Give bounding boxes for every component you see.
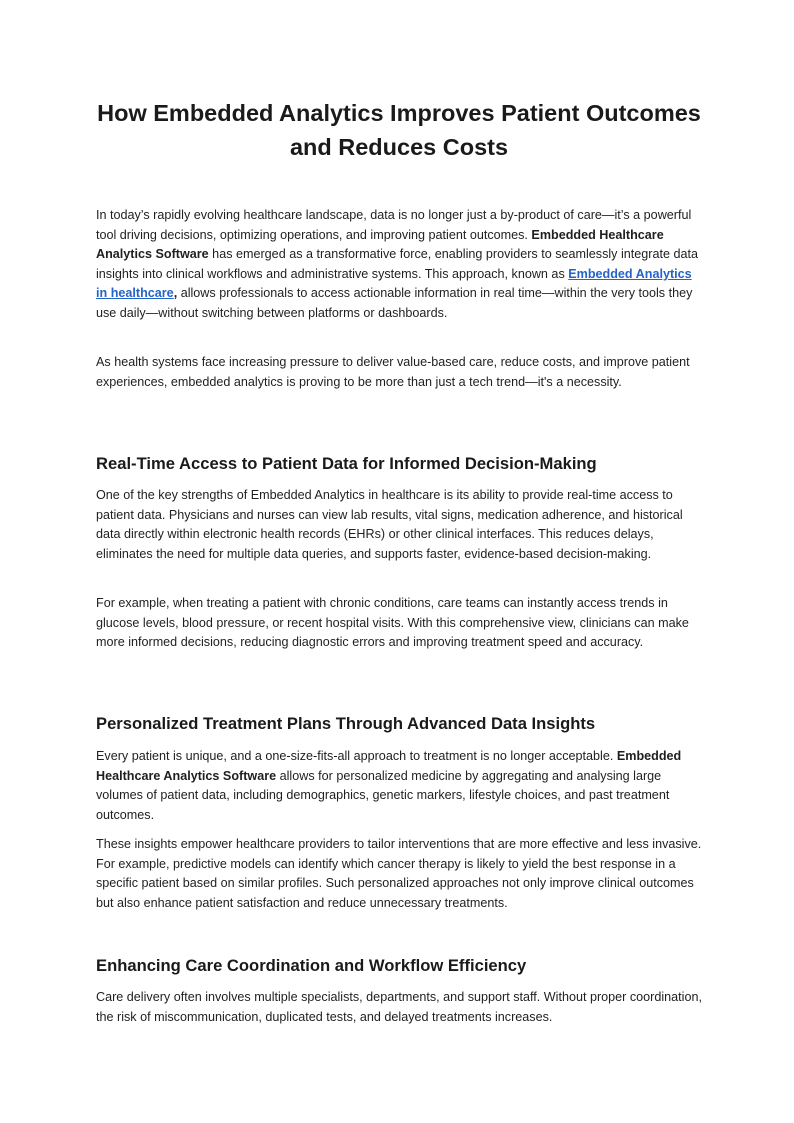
bold-term: Embedded Healthcare Analytics Software: [96, 227, 664, 262]
intro-paragraph-1: In today’s rapidly evolving healthcare landscape, data is no longer just a by-product of care—it’s a powerful tool driving decisions, optimizing operations, and improving patient outcomes. Embedded Healthcare Analytics Software has emerged as a transformative force, enabling providers to seamlessly integrate data insights into clinical workflows and administrative systems. This approach, known as Embedded Analytics in healthcare, allows professionals to access actionable information in real time—within the very tools they use daily—without switching between platforms or dashboards.: [96, 208, 698, 320]
section-realtime-paragraph-2: For example, when treating a patient with chronic conditions, care teams can instantly access trends in glucose levels, blood pressure, or recent hospital visits. With this comprehensive view, clinicians can make more informed decisions, reducing diagnostic errors and improving treatment speed and accuracy.: [96, 596, 689, 650]
embedded-analytics-link[interactable]: Embedded Analytics in healthcare: [96, 266, 692, 301]
section-coordination-paragraph-1: Care delivery often involves multiple specialists, departments, and support staff. Without proper coordination, the risk of miscommunication, duplicated tests, and delayed treatments increases.: [96, 990, 702, 1024]
section-personalized-paragraph-1: Every patient is unique, and a one-size-fits-all approach to treatment is no longer acceptable. Embedded Healthcare Analytics Software allows for personalized medicine by aggregating and analysing large volumes of patient data, including demographics, genetic markers, lifestyle choices, and past treatment outcomes.: [96, 749, 682, 822]
section-heading-coordination: Enhancing Care Coordination and Workflow Efficiency: [96, 956, 527, 975]
title-line-1: How Embedded Analytics Improves Patient Outcomes: [97, 100, 701, 126]
title-line-2: and Reduces Costs: [289, 134, 509, 160]
section-heading-realtime: Real-Time Access to Patient Data for Informed Decision-Making: [96, 454, 597, 473]
section-personalized-paragraph-2: These insights empower healthcare providers to tailor interventions that are more effective and less invasive. For example, predictive models can identify which cancer therapy is likely to yield the best response in a specific patient based on similar profiles. Such personalized approaches not only improve clinical outcomes but also enhance patient satisfaction and reduce unnecessary treatments.: [96, 837, 702, 910]
bold-term: Embedded Healthcare Analytics Software: [96, 749, 682, 783]
intro-paragraph-2: As health systems face increasing pressure to deliver value-based care, reduce costs, and improve patient experiences, embedded analytics is proving to be more than just a tech trend—it's a necessity.: [96, 355, 690, 389]
section-heading-personalized: Personalized Treatment Plans Through Advanced Data Insights: [96, 714, 596, 733]
section-realtime-paragraph-1: One of the key strengths of Embedded Analytics in healthcare is its ability to provide real-time access to patient data. Physicians and nurses can view lab results, vital signs, medication adherence, and historical data directly within electronic health records (EHRs) or other clinical interfaces. This reduces delays, eliminates the need for multiple data queries, and supports faster, evidence-based decision-making.: [96, 488, 683, 561]
page-title: [96, 96, 702, 164]
